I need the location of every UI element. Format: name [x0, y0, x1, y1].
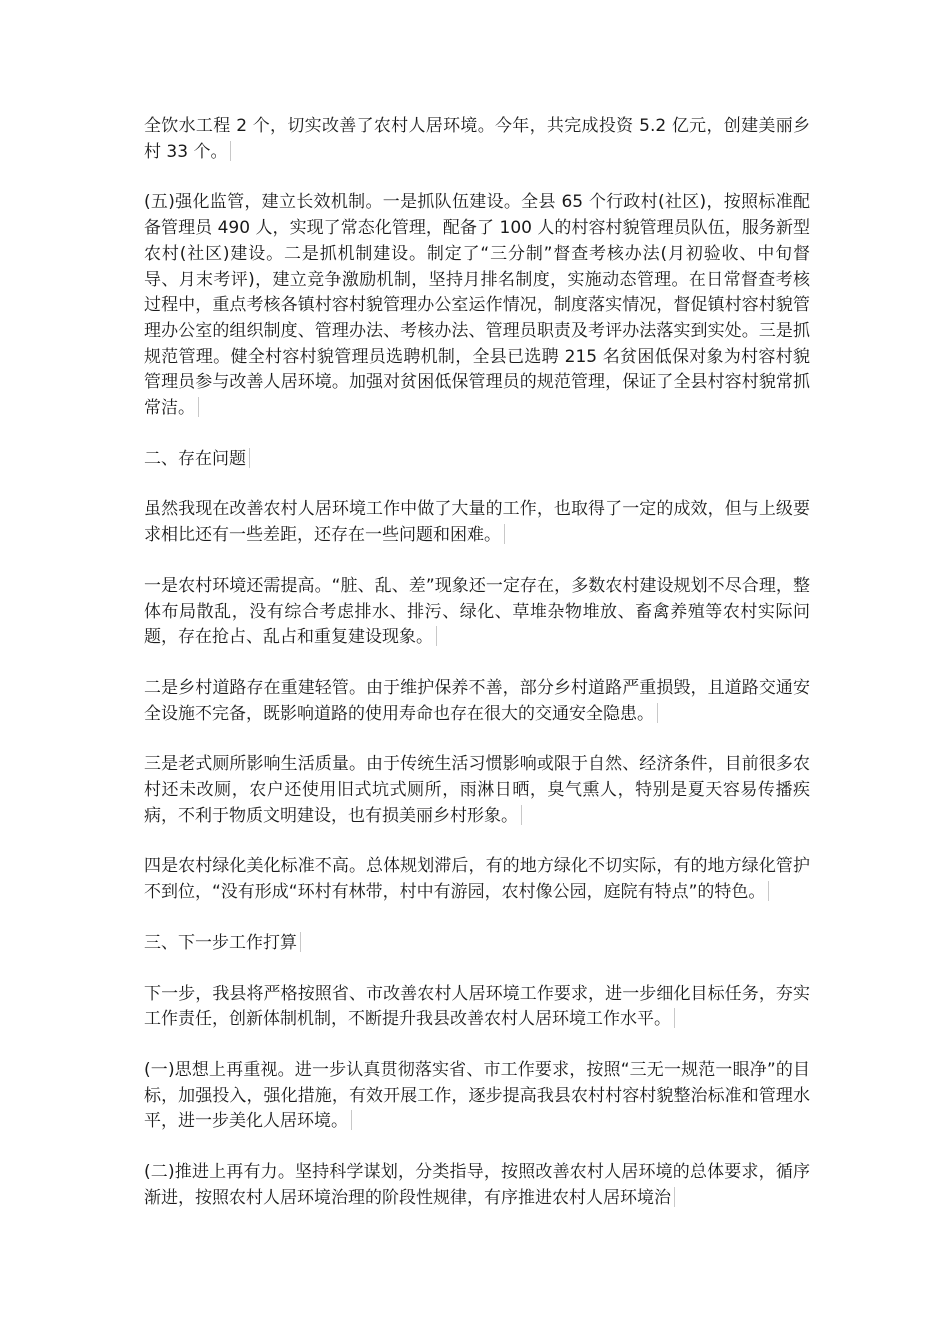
- document-body: [144, 114, 810, 1237]
- section-heading-problems: 二、存在问题: [144, 447, 810, 473]
- paragraph-problem-greening: 四是农村绿化美化标准不高。总体规划滞后，有的地方绿化不切实际，有的地方绿化管护不到位，“没有形成“环村有林带，村中有游园，农村像公园，庭院有特点”的特色。: [144, 854, 810, 905]
- paragraph-problem-environment: 一是农村环境还需提高。“脏、乱、差”现象还一定存在，多数农村建设规划不尽合理，整体布局散乱，没有综合考虑排水、排污、绿化、草堆杂物堆放、畜禽养殖等农村实际问题，存在抢占、乱占和重复建设现象。: [144, 574, 810, 651]
- paragraph-next-steps-intro: 下一步，我县将严格按照省、市改善农村人居环境工作要求，进一步细化目标任务，夯实工作责任，创新体制机制，不断提升我县改善农村人居环境工作水平。: [144, 982, 810, 1033]
- paragraph-problem-toilets: 三是老式厕所影响生活质量。由于传统生活习惯影响或限于自然、经济条件，目前很多农村还未改厕，农户还使用旧式坑式厕所，雨淋日晒，臭气熏人，特别是夏天容易传播疾病，不利于物质文明建设，也有损美丽乡村形象。: [144, 752, 810, 829]
- section-heading-next-steps: 三、下一步工作打算: [144, 931, 810, 957]
- paragraph-water-project: 全饮水工程 2 个，切实改善了农村人居环境。今年，共完成投资 5.2 亿元，创建美丽乡村 33 个。: [144, 114, 810, 165]
- paragraph-problem-roads: 二是乡村道路存在重建轻管。由于维护保养不善，部分乡村道路严重损毁，且道路交通安全设施不完备，既影响道路的使用寿命也存在很大的交通安全隐患。: [144, 676, 810, 727]
- paragraph-problems-intro: 虽然我现在改善农村人居环境工作中做了大量的工作，也取得了一定的成效，但与上级要求相比还有一些差距，还存在一些问题和困难。: [144, 497, 810, 548]
- paragraph-next-step-promotion: (二)推进上再有力。坚持科学谋划，分类指导，按照改善农村人居环境的总体要求，循序渐进，按照农村人居环境治理的阶段性规律，有序推进农村人居环境治: [144, 1160, 810, 1211]
- paragraph-supervision: (五)强化监管，建立长效机制。一是抓队伍建设。全县 65 个行政村(社区)，按照标准配备管理员 490 人，实现了常态化管理，配备了 100 人的村容村貌管理员队伍，服务新型农村(社区)建设。二是抓机制建设。制定了“三分制”督查考核办法(月初验收、中旬督导、月末考评)，建立竞争激励机制，坚持月排名制度，实施动态管理。在日常督查考核过程中，重点考核各镇村容村貌管理办公室运作情况，制度落实情况，督促镇村容村貌管理办公室的组织制度、管理办法、考核办法、管理员职责及考评办法落实到实处。三是抓规范管理。健全村容村貌管理员选聘机制，全县已选聘 215 名贫困低保对象为村容村貌管理员参与改善人居环境。加强对贫困低保管理员的规范管理，保证了全县村容村貌常抓常洁。: [144, 190, 810, 421]
- paragraph-next-step-thinking: (一)思想上再重视。进一步认真贯彻落实省、市工作要求，按照“三无一规范一眼净”的目标，加强投入，强化措施，有效开展工作，逐步提高我县农村村容村貌整治标准和管理水平，进一步美化人居环境。: [144, 1058, 810, 1135]
